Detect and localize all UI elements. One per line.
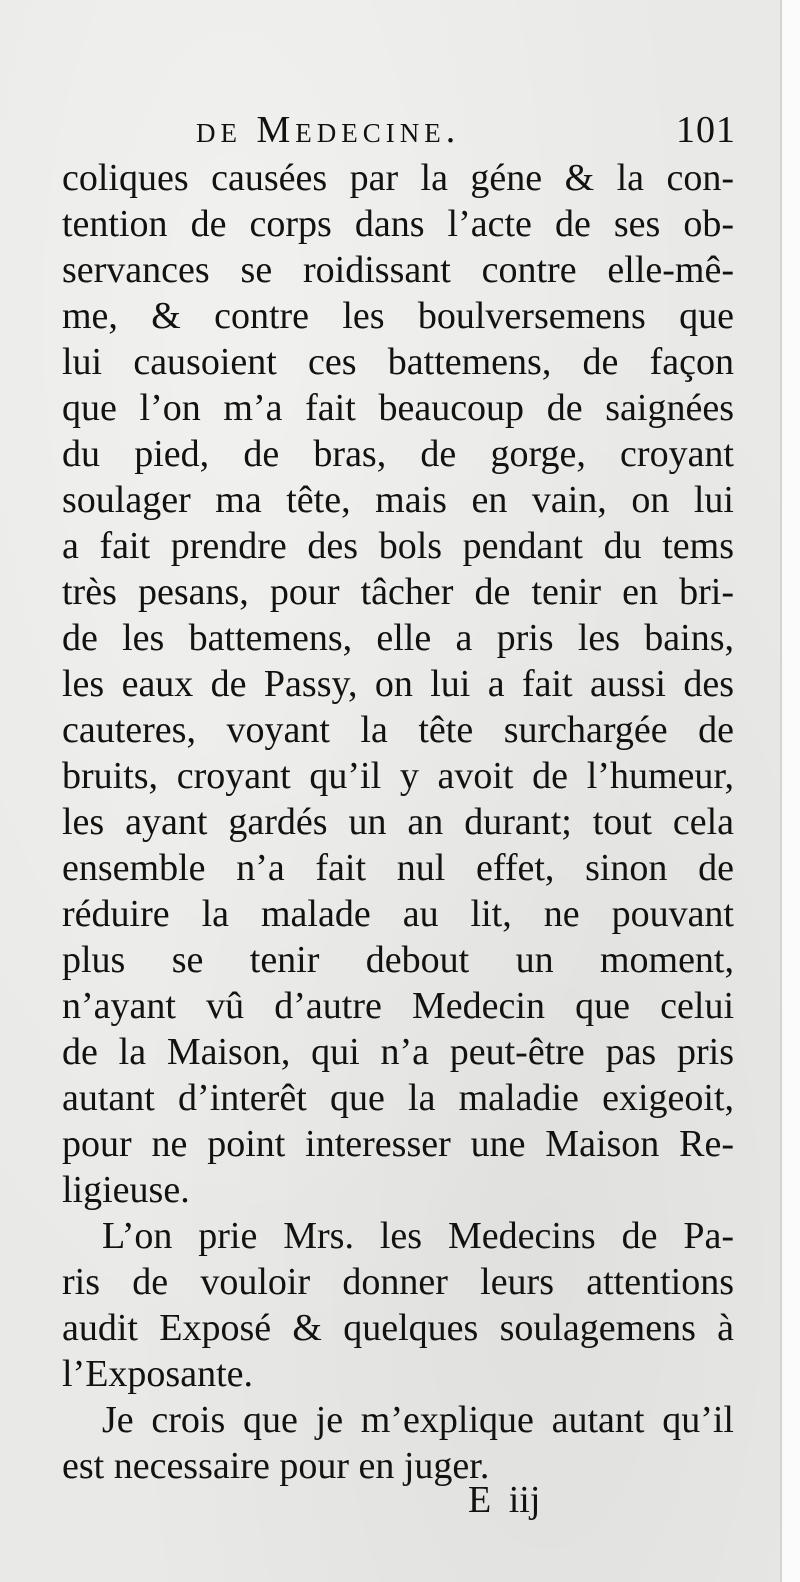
text-line: est necessaire pour en juger. <box>62 1445 490 1487</box>
text-line: ensemble n’a fait nul effet, sinon de <box>62 847 734 889</box>
text-line: les eaux de Passy, on lui a fait aussi des <box>62 663 734 705</box>
text-line: très pesans, pour tâcher de tenir en bri- <box>62 571 734 613</box>
text-line: a fait prendre des bols pendant du tems <box>62 525 734 567</box>
text-line: réduire la malade au lit, ne pouvant <box>62 893 734 935</box>
text-line: de la Maison, qui n’a peut-être pas pris <box>62 1031 734 1073</box>
text-line: pour ne point interesser une Maison Re- <box>62 1123 734 1165</box>
text-line: lui causoient ces battemens, de façon <box>62 341 734 383</box>
signature-mark: E iij <box>468 1479 541 1521</box>
running-title: de Medecine. <box>196 109 461 151</box>
text-line: de les battemens, elle a pris les bains, <box>62 617 734 659</box>
text-line: l’Exposante. <box>62 1353 254 1395</box>
running-head <box>60 108 736 152</box>
text-line: audit Exposé & quelques soulagemens à <box>62 1307 734 1349</box>
text-line: bruits, croyant qu’il y avoit de l’humeur, <box>62 755 734 797</box>
text-line: servances se roidissant contre elle-mê- <box>62 249 734 291</box>
text-line: ligieuse. <box>62 1169 190 1211</box>
text-line: n’ayant vû d’autre Medecin que celui <box>62 985 734 1027</box>
text-line: que l’on m’a fait beaucoup de saignées <box>62 387 734 429</box>
text-line: du pied, de bras, de gorge, croyant <box>62 433 734 475</box>
text-line: les ayant gardés un an durant; tout cela <box>62 801 734 843</box>
page-number: 101 <box>676 109 736 151</box>
text-line: L’on prie Mrs. les Medecins de Pa- <box>102 1215 734 1257</box>
text-line: me, & contre les boulversemens que <box>62 295 734 337</box>
text-line: ris de vouloir donner leurs attentions <box>62 1261 734 1303</box>
text-line: autant d’interêt que la maladie exigeoit, <box>62 1077 734 1119</box>
text-line: tention de corps dans l’acte de ses ob- <box>62 203 734 245</box>
text-line: soulager ma tête, mais en vain, on lui <box>62 479 734 521</box>
text-line: cauteres, voyant la tête surchargée de <box>62 709 734 751</box>
text-line: Je crois que je m’explique autant qu’il <box>102 1399 734 1441</box>
body-text <box>62 155 734 1489</box>
page-margin-strip <box>782 0 800 1582</box>
text-line: coliques causées par la géne & la con- <box>62 157 734 199</box>
text-line: plus se tenir debout un moment, <box>62 939 734 981</box>
